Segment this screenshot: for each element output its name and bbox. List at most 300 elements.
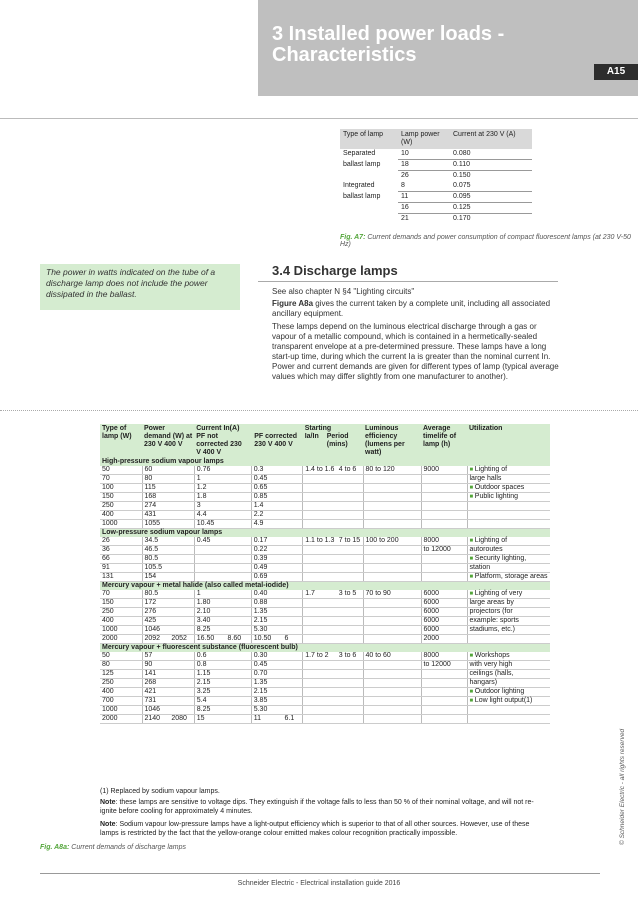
table-cell [467, 484, 550, 493]
table-cell [363, 599, 421, 608]
table-row [100, 688, 550, 697]
table-cell: 0.170 [450, 214, 532, 225]
bullet-square-icon: ■ [469, 574, 475, 580]
table-cell: 0.6 [194, 652, 225, 661]
table-cell [363, 511, 421, 520]
table-cell: 70 [100, 590, 142, 599]
table-cell [467, 635, 550, 644]
table-cell [282, 697, 302, 706]
footnote-1: (1) Replaced by sodium vapour lamps. [100, 788, 220, 795]
table-row [100, 670, 550, 679]
table-row [100, 679, 550, 688]
table-cell [282, 546, 302, 555]
table-row [100, 635, 550, 644]
table-cell: 2000 [100, 635, 142, 644]
table-cell [226, 484, 252, 493]
table-cell: 400 [100, 688, 142, 697]
table-cell [226, 573, 252, 582]
table-cell: 11 [251, 715, 282, 724]
table-cell [337, 626, 363, 635]
table-cell [226, 679, 252, 688]
table-cell [421, 564, 467, 573]
table-cell: 2140 [142, 715, 169, 724]
table-cell: 34.5 [142, 537, 169, 546]
figure-ref: Figure A8a [272, 299, 314, 308]
table-cell [226, 599, 252, 608]
table-cell [363, 564, 421, 573]
table-cell [169, 706, 194, 715]
table-cell [421, 520, 467, 529]
table-cell [467, 546, 550, 555]
footer-text: Schneider Electric - Electrical installation guide 2016 [237, 880, 401, 887]
table-cell [226, 466, 252, 475]
caption-text: Current demands and power consumption of compact fluorescent lamps (at 230 V-50 Hz) [340, 234, 631, 248]
table-cell: 80 to 120 [363, 466, 421, 475]
utilization-text: stadiums, etc.) [469, 626, 516, 633]
table-cell [303, 484, 337, 493]
table-cell [337, 661, 363, 670]
table-cell [169, 599, 194, 608]
table-cell: 2000 [421, 635, 467, 644]
table-cell: 9000 [421, 466, 467, 475]
table-cell [421, 679, 467, 688]
table-cell [169, 652, 194, 661]
table-cell [303, 688, 337, 697]
table-cell [467, 555, 550, 564]
table-cell: 10 [401, 150, 409, 157]
table-cell [467, 617, 550, 626]
table-cell [303, 555, 337, 564]
table-cell [226, 546, 252, 555]
utilization-text: Platform, storage areas [474, 573, 548, 580]
table-cell [282, 537, 302, 546]
table-cell: 8.25 [194, 626, 225, 635]
table-cell: 26 [100, 537, 142, 546]
table-cell [226, 511, 252, 520]
table-cell: 1.7 to 2 [303, 652, 337, 661]
head-pf-not: PF not corrected 230 V 400 V [196, 433, 242, 456]
group-title: Mercury vapour + metal halide (also called metal-iodide) [100, 582, 550, 591]
table-cell [226, 697, 252, 706]
table-row [100, 652, 550, 661]
table-cell: 0.70 [251, 670, 282, 679]
table-cell [467, 652, 550, 661]
table-cell: 5.30 [251, 706, 282, 715]
table-cell [337, 706, 363, 715]
table-cell [467, 590, 550, 599]
table-cell [282, 520, 302, 529]
note-1 [100, 798, 550, 816]
table-cell: 3.85 [251, 697, 282, 706]
paragraph-2 [272, 299, 562, 319]
table-cell [337, 511, 363, 520]
bullet-square-icon: ■ [469, 689, 475, 695]
table-cell: 105.5 [142, 564, 169, 573]
table-cell: 2.2 [251, 511, 282, 520]
utilization-text: Public lighting [474, 493, 518, 500]
caption-text: Current demands of discharge lamps [69, 844, 187, 851]
table-cell: 0.85 [251, 493, 282, 502]
table-cell: 0.65 [251, 484, 282, 493]
table-cell [421, 475, 467, 484]
bullet-square-icon: ■ [469, 653, 475, 659]
group-row [100, 458, 550, 466]
table-cell: 0.075 [453, 182, 471, 189]
table-cell [303, 670, 337, 679]
table-cell [467, 466, 550, 475]
table-row [340, 160, 532, 171]
table-cell: 2092 [142, 635, 169, 644]
table-cell: 40 to 60 [363, 652, 421, 661]
table-cell: 6000 [421, 590, 467, 599]
head-current [194, 424, 302, 458]
table-cell: 431 [142, 511, 169, 520]
table-cell [467, 502, 550, 511]
table-cell: 172 [142, 599, 169, 608]
table-cell: 3 [194, 502, 225, 511]
table-cell: ballast lamp [343, 160, 381, 168]
table-cell [194, 555, 225, 564]
table-cell [363, 573, 421, 582]
table-cell: 0.125 [450, 203, 532, 214]
table-cell: to 12000 [421, 546, 467, 555]
table-cell [467, 537, 550, 546]
table-cell: 2.15 [251, 617, 282, 626]
table-cell: 3.25 [194, 688, 225, 697]
table-cell: 8000 [421, 652, 467, 661]
table-cell: 0.88 [251, 599, 282, 608]
table-cell: 36 [100, 546, 142, 555]
table-cell: 80.5 [142, 590, 169, 599]
table-cell: 10.45 [194, 520, 225, 529]
table-cell: 50 [100, 652, 142, 661]
table-cell: 150 [100, 599, 142, 608]
table-cell: 0.49 [251, 564, 282, 573]
table-cell [363, 670, 421, 679]
table-row [100, 608, 550, 617]
table-cell: 2.15 [194, 679, 225, 688]
table-cell [340, 171, 398, 182]
table-cell [363, 706, 421, 715]
table-row [100, 617, 550, 626]
table-row [100, 502, 550, 511]
utilization-text: Lighting of [474, 537, 508, 544]
table-cell: 425 [142, 617, 169, 626]
table-cell: 1000 [100, 706, 142, 715]
table-cell: Integrated [343, 182, 375, 189]
table-cell [169, 466, 194, 475]
discharge-lamps-table [100, 424, 550, 724]
table-cell: 2052 [169, 635, 194, 644]
paragraph-1: See also chapter N §4 "Lighting circuits" [272, 287, 415, 296]
caption-label: Fig. A7: [340, 234, 366, 241]
table-cell: 8000 [421, 537, 467, 546]
head-life: Average timelife of lamp (h) [421, 424, 467, 458]
bullet-square-icon: ■ [469, 556, 475, 562]
table-row [100, 661, 550, 670]
table-cell [467, 661, 550, 670]
table-cell [303, 715, 337, 724]
table-row [100, 520, 550, 529]
table-cell [282, 652, 302, 661]
table-cell: 3.40 [194, 617, 225, 626]
table-cell: 26 [398, 171, 450, 182]
table-cell [282, 484, 302, 493]
table-row [100, 706, 550, 715]
table-cell: 1.4 [251, 502, 282, 511]
table-cell [337, 697, 363, 706]
table-cell: ballast lamp [343, 192, 381, 200]
note-2 [100, 820, 550, 838]
table-cell: 0.095 [450, 192, 532, 203]
table-cell: 18 [398, 160, 450, 171]
table-cell [363, 484, 421, 493]
table-cell: 2000 [100, 715, 142, 724]
table-cell [363, 679, 421, 688]
table-cell [169, 555, 194, 564]
table-cell: to 12000 [421, 661, 467, 670]
table-cell [169, 493, 194, 502]
table-cell: 1.8 [194, 493, 225, 502]
table-cell [169, 520, 194, 529]
table-cell [337, 688, 363, 697]
table-cell: 0.45 [251, 661, 282, 670]
utilization-text: with very high [469, 661, 513, 668]
head-ia: Ia/In [304, 433, 319, 440]
table-cell: 8.60 [226, 635, 252, 644]
table-cell: 1.35 [251, 608, 282, 617]
table-cell [169, 511, 194, 520]
table-cell [282, 608, 302, 617]
table-cell: 3 to 5 [337, 590, 363, 599]
table-cell [169, 573, 194, 582]
table-cell [363, 617, 421, 626]
table-cell [303, 706, 337, 715]
side-note: The power in watts indicated on the tube of a discharge lamp does not include the power dissipated in the ballast. [40, 264, 240, 310]
table-row [100, 484, 550, 493]
table-cell [421, 688, 467, 697]
paragraph-3: These lamps depend on the luminous electrical discharge through a gas or vapour of a metallic compound, which is contained in a hermetically-sealed transparent envelope at a pre-determined pressure. These lamps have a long start-up time, during which the current Ia is greater than the nominal current In. Power and current demands are given for different types of lamp (typical average values which may differ slightly from one manufacturer to another). [272, 322, 559, 381]
table-cell: 57 [142, 652, 169, 661]
utilization-text: Low light output(1) [474, 697, 533, 704]
table-row [340, 192, 532, 203]
table-cell: 0.69 [251, 573, 282, 582]
table-row [100, 697, 550, 706]
head-starting [303, 424, 363, 458]
table-cell [363, 475, 421, 484]
table-cell [337, 679, 363, 688]
table-cell: 80 [100, 661, 142, 670]
table-cell: 400 [100, 511, 142, 520]
utilization-text: projectors (for [469, 608, 513, 615]
group-row [100, 529, 550, 538]
table-cell [467, 493, 550, 502]
table-cell [226, 564, 252, 573]
table-cell [303, 493, 337, 502]
table-row [100, 493, 550, 502]
table-cell [169, 537, 194, 546]
table-cell [169, 626, 194, 635]
table-cell [303, 520, 337, 529]
table-cell [467, 697, 550, 706]
bullet-square-icon: ■ [469, 538, 475, 544]
table-cell [363, 493, 421, 502]
table-cell [467, 520, 550, 529]
table-cell [340, 203, 398, 214]
table-cell [226, 706, 252, 715]
table-row [100, 466, 550, 475]
table-row [100, 626, 550, 635]
table-row [100, 546, 550, 555]
table-cell: 8.25 [194, 706, 225, 715]
table-cell: 66 [100, 555, 142, 564]
table-cell [226, 652, 252, 661]
head-lum: Luminous efficiency (lumens per watt) [363, 424, 421, 458]
table-cell: 125 [100, 670, 142, 679]
table-cell [303, 546, 337, 555]
table-cell [363, 697, 421, 706]
table-cell: 0.150 [450, 171, 532, 182]
table-cell [337, 617, 363, 626]
footer-divider [40, 873, 600, 874]
dotted-divider [0, 410, 638, 411]
group-title: Low-pressure sodium vapour lamps [100, 529, 550, 538]
table-cell [282, 670, 302, 679]
table-cell [421, 670, 467, 679]
table-cell: 6.1 [282, 715, 302, 724]
table-row [100, 715, 550, 724]
table-cell: 731 [142, 697, 169, 706]
table-cell: 90 [142, 661, 169, 670]
table-cell [303, 635, 337, 644]
bullet-square-icon: ■ [469, 591, 475, 597]
table-cell [467, 706, 550, 715]
table-cell: 3 to 6 [337, 652, 363, 661]
table-cell [169, 484, 194, 493]
table-cell [226, 617, 252, 626]
table-cell: 0.76 [194, 466, 225, 475]
table-cell: 91 [100, 564, 142, 573]
bullet-square-icon: ■ [469, 494, 475, 500]
table-cell [363, 555, 421, 564]
table-cell: 1.7 [303, 590, 337, 599]
table-cell [337, 502, 363, 511]
table-cell: 0.22 [251, 546, 282, 555]
table-cell [337, 493, 363, 502]
table-cell [226, 608, 252, 617]
table-cell: 0.8 [194, 661, 225, 670]
table-cell [169, 661, 194, 670]
utilization-text: station [469, 564, 491, 571]
table-cell [226, 715, 252, 724]
table-cell: 2.10 [194, 608, 225, 617]
table-cell: 168 [142, 493, 169, 502]
table-cell [303, 599, 337, 608]
table-cell: 0.080 [453, 150, 471, 157]
table-cell [467, 573, 550, 582]
table-cell [337, 635, 363, 644]
note-label: Note [100, 821, 116, 828]
utilization-text: Lighting of very [474, 590, 523, 597]
figure-caption-a7 [340, 234, 638, 248]
table-cell [282, 679, 302, 688]
table-cell [363, 635, 421, 644]
table-cell [421, 484, 467, 493]
table-cell [337, 484, 363, 493]
table-cell: 1046 [142, 706, 169, 715]
table-cell: 80 [142, 475, 169, 484]
table-cell [169, 608, 194, 617]
table-cell [337, 573, 363, 582]
table-cell: 100 to 200 [363, 537, 421, 546]
table-cell: 700 [100, 697, 142, 706]
section-divider [258, 281, 558, 282]
table-cell [226, 661, 252, 670]
table-cell [169, 564, 194, 573]
table-cell: 1.35 [251, 679, 282, 688]
table-cell [169, 688, 194, 697]
table-cell [226, 590, 252, 599]
utilization-text: Workshops [474, 652, 510, 659]
table-cell [226, 555, 252, 564]
table-row [340, 203, 532, 214]
table-cell [169, 697, 194, 706]
table-row [100, 599, 550, 608]
table-cell [282, 599, 302, 608]
table-cell [467, 688, 550, 697]
title-line-1: 3 Installed power loads - [272, 23, 505, 45]
table-cell: 115 [142, 484, 169, 493]
table-cell: 141 [142, 670, 169, 679]
table-cell [421, 573, 467, 582]
table-cell [226, 475, 252, 484]
table-cell: 1.2 [194, 484, 225, 493]
table-cell: 11 [398, 192, 450, 203]
table-cell [337, 599, 363, 608]
table-cell [303, 502, 337, 511]
table-cell: 50 [100, 466, 142, 475]
table-cell: 4 to 6 [337, 466, 363, 475]
table-cell: 100 [100, 484, 142, 493]
table-cell [282, 573, 302, 582]
table-cell [282, 511, 302, 520]
table-row [340, 149, 532, 160]
table-cell [282, 626, 302, 635]
table-cell [169, 670, 194, 679]
table-cell [169, 502, 194, 511]
table-cell: 131 [100, 573, 142, 582]
col-header: Current at 230 V (A) [450, 129, 532, 149]
table-cell: 0.39 [251, 555, 282, 564]
table-cell [340, 214, 398, 225]
table-cell [337, 546, 363, 555]
table-cell: 46.5 [142, 546, 169, 555]
table-cell: 1.4 to 1.6 [303, 466, 337, 475]
table-cell [421, 511, 467, 520]
table-row [100, 590, 550, 599]
group-row [100, 582, 550, 591]
utilization-text: Outdoor lighting [474, 688, 525, 695]
table-cell [226, 670, 252, 679]
head-util: Utilization [467, 424, 550, 458]
table-cell [226, 493, 252, 502]
caption-label: Fig. A8a: [40, 844, 70, 851]
table-cell [169, 475, 194, 484]
utilization-text: hangars) [469, 679, 498, 686]
table-cell: 6 [282, 635, 302, 644]
table-cell: 60 [142, 466, 169, 475]
section-title: 3.4 Discharge lamps [272, 263, 398, 278]
